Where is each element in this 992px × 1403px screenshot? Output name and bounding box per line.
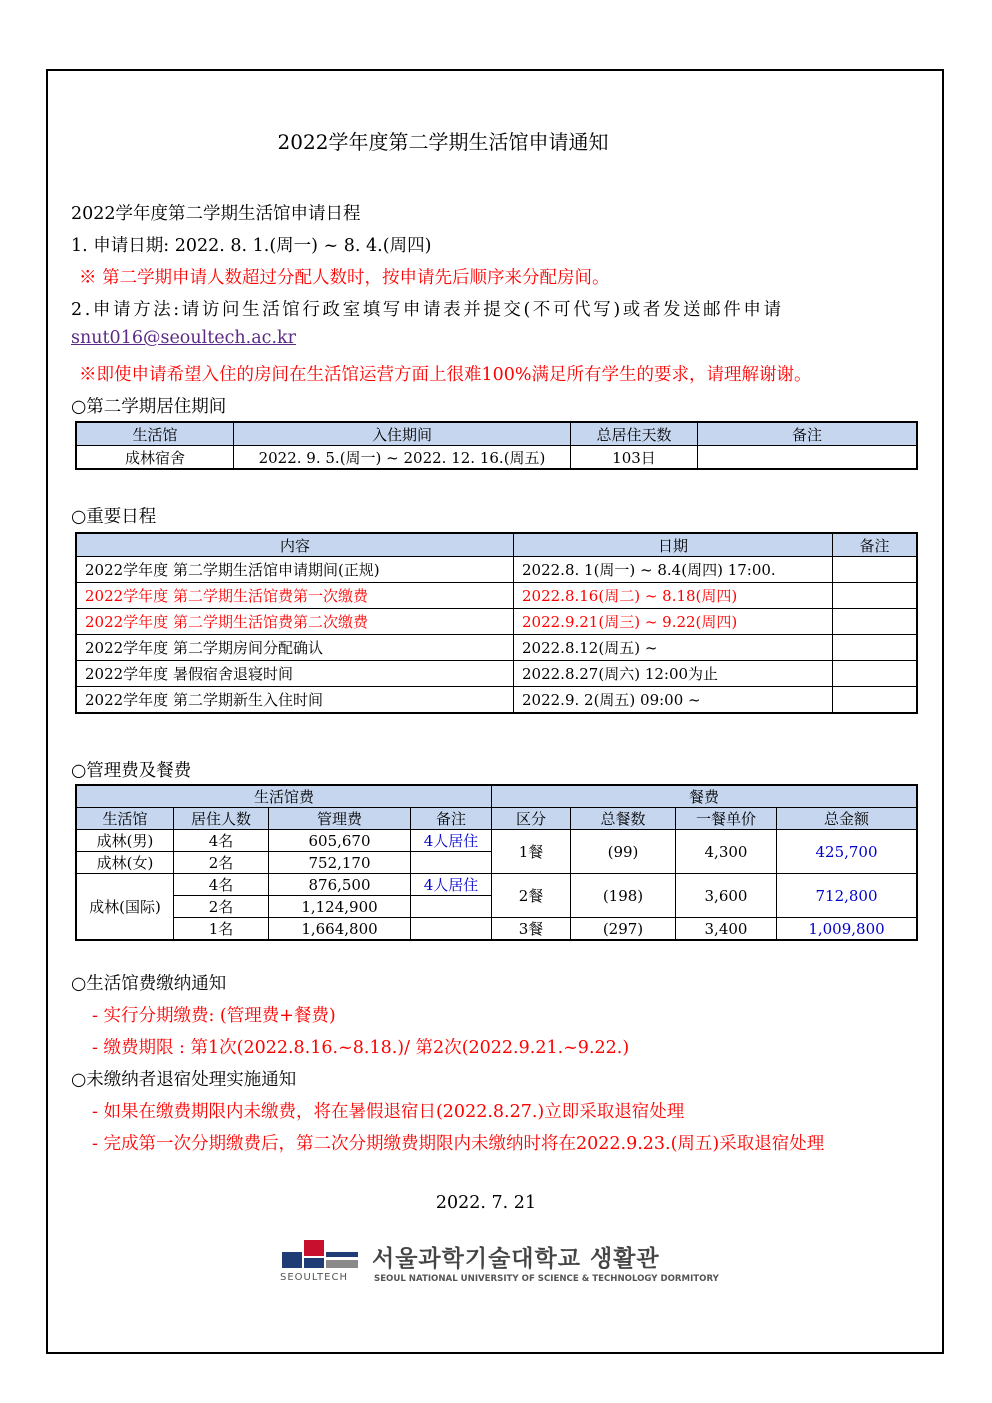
col-period: 入住期间 bbox=[234, 422, 571, 446]
cell-period: 2022. 9. 5.(周一) ~ 2022. 12. 16.(周五) bbox=[234, 446, 571, 470]
col-days: 总居住天数 bbox=[571, 422, 698, 446]
eviction-line: - 如果在缴费期限内未缴费，将在暑假退宿日(2022.8.27.)立即采取退宿处理 bbox=[92, 1102, 685, 1122]
cell-content: 2022学年度 第二学期生活馆费第一次缴费 bbox=[76, 583, 514, 609]
cell-meal-unit: 3,400 bbox=[676, 918, 777, 941]
fee-table bbox=[75, 784, 918, 941]
cell-date: 2022.8.27(周六) 12:00为止 bbox=[514, 661, 833, 687]
schedule-row bbox=[76, 557, 917, 583]
cell-meal-kind: 2餐 bbox=[492, 874, 571, 918]
cell-content: 2022学年度 第二学期房间分配确认 bbox=[76, 635, 514, 661]
important-schedule-table bbox=[75, 532, 918, 714]
col-hall: 生活馆 bbox=[76, 808, 174, 830]
col-date: 日期 bbox=[514, 533, 833, 557]
col-people: 居住人数 bbox=[174, 808, 269, 830]
residence-table bbox=[75, 421, 918, 470]
cell-dorm-note bbox=[411, 918, 492, 941]
schedule-row bbox=[76, 635, 917, 661]
cell-people: 4名 bbox=[174, 874, 269, 896]
cell-remark bbox=[833, 557, 918, 583]
fee-row bbox=[76, 830, 917, 852]
cell-remark bbox=[833, 583, 918, 609]
schedule-row bbox=[76, 687, 917, 714]
schedule-row bbox=[76, 661, 917, 687]
eviction-heading: ○未缴纳者退宿处理实施通知 bbox=[71, 1070, 297, 1090]
fee-heading: ○管理费及餐费 bbox=[71, 761, 192, 781]
col-hall: 生活馆 bbox=[76, 422, 234, 446]
cell-fee: 752,170 bbox=[269, 852, 411, 874]
cell-remark bbox=[833, 661, 918, 687]
cell-meal-total: 712,800 bbox=[777, 874, 918, 918]
application-method-line: 2.申请方法:请访问生活馆行政室填写申请表并提交(不可代写)或者发送邮件申请 bbox=[71, 300, 784, 320]
col-meal-kind: 区分 bbox=[492, 808, 571, 830]
important-heading: ○重要日程 bbox=[71, 507, 157, 527]
cell-remark bbox=[833, 687, 918, 714]
cell-meal-kind: 1餐 bbox=[492, 830, 571, 874]
payment-line: - 缴费期限 : 第1次(2022.8.16.~8.18.)/ 第2次(2022.9.21.~9.22.) bbox=[92, 1038, 630, 1058]
application-date-line: 1. 申请日期: 2022. 8. 1.(周一) ~ 8. 4.(周四) bbox=[71, 236, 432, 256]
cell-hall: 成林(女) bbox=[76, 852, 174, 874]
cell-hall: 成林(男) bbox=[76, 830, 174, 852]
cell-meal-count: (297) bbox=[571, 918, 676, 941]
col-meal-count: 总餐数 bbox=[571, 808, 676, 830]
residence-heading: ○第二学期居住期间 bbox=[71, 397, 227, 417]
room-request-note: ※即使申请希望入住的房间在生活馆运营方面上很难100%满足所有学生的要求，请理解谢谢。 bbox=[79, 365, 812, 385]
cell-dorm-note bbox=[411, 896, 492, 918]
cell-fee: 1,124,900 bbox=[269, 896, 411, 918]
cell-people: 4名 bbox=[174, 830, 269, 852]
cell-fee: 876,500 bbox=[269, 874, 411, 896]
eviction-line: - 完成第一次分期缴费后，第二次分期缴费期限内未缴纳时将在2022.9.23.(周五)采取退宿处理 bbox=[92, 1134, 825, 1154]
cell-date: 2022.8.12(周五) ~ bbox=[514, 635, 833, 661]
allocation-note: ※ 第二学期申请人数超过分配人数时，按申请先后顺序来分配房间。 bbox=[79, 268, 610, 288]
cell-hall: 成林(国际) bbox=[76, 874, 174, 941]
logo-korean-name: 서울과학기술대학교 생활관 bbox=[372, 1246, 660, 1272]
cell-meal-unit: 3,600 bbox=[676, 874, 777, 918]
cell-date: 2022.8.16(周二) ~ 8.18(周四) bbox=[514, 583, 833, 609]
page-title: 2022学年度第二学期生活馆申请通知 bbox=[277, 130, 609, 154]
cell-content: 2022学年度 第二学期新生入住时间 bbox=[76, 687, 514, 714]
cell-dorm-note: 4人居住 bbox=[411, 874, 492, 896]
payment-line: - 实行分期缴费: (管理费+餐费) bbox=[92, 1006, 336, 1026]
col-meal-unit: 一餐单价 bbox=[676, 808, 777, 830]
cell-meal-total: 425,700 bbox=[777, 830, 918, 874]
payment-heading: ○生活馆费缴纳通知 bbox=[71, 974, 227, 994]
col-note: 备注 bbox=[698, 422, 918, 446]
cell-hall: 成林宿舍 bbox=[76, 446, 234, 470]
cell-remark bbox=[833, 609, 918, 635]
cell-people: 2名 bbox=[174, 852, 269, 874]
cell-meal-count: (198) bbox=[571, 874, 676, 918]
logo-mark-text: SEOULTECH bbox=[280, 1272, 348, 1283]
cell-meal-kind: 3餐 bbox=[492, 918, 571, 941]
cell-meal-total: 1,009,800 bbox=[777, 918, 918, 941]
col-content: 内容 bbox=[76, 533, 514, 557]
cell-people: 1名 bbox=[174, 918, 269, 941]
cell-dorm-note: 4人居住 bbox=[411, 830, 492, 852]
cell-meal-count: (99) bbox=[571, 830, 676, 874]
cell-content: 2022学年度 暑假宿舍退寝时间 bbox=[76, 661, 514, 687]
cell-dorm-note bbox=[411, 852, 492, 874]
cell-days: 103日 bbox=[571, 446, 698, 470]
group-meal-fee: 餐费 bbox=[492, 785, 918, 808]
cell-note bbox=[698, 446, 918, 470]
cell-content: 2022学年度 第二学期生活馆申请期间(正规) bbox=[76, 557, 514, 583]
logo-english-name: SEOUL NATIONAL UNIVERSITY OF SCIENCE & TECHNOLOGY DORMITORY bbox=[374, 1274, 719, 1284]
cell-fee: 605,670 bbox=[269, 830, 411, 852]
schedule-heading: 2022学年度第二学期生活馆申请日程 bbox=[71, 204, 361, 224]
cell-people: 2名 bbox=[174, 896, 269, 918]
cell-fee: 1,664,800 bbox=[269, 918, 411, 941]
col-fee: 管理费 bbox=[269, 808, 411, 830]
cell-content: 2022学年度 第二学期生活馆费第二次缴费 bbox=[76, 609, 514, 635]
notice-date: 2022. 7. 21 bbox=[435, 1193, 537, 1213]
col-remark: 备注 bbox=[833, 533, 918, 557]
university-logo bbox=[280, 1238, 720, 1294]
cell-date: 2022.8. 1(周一) ~ 8.4(周四) 17:00. bbox=[514, 557, 833, 583]
col-meal-total: 总金额 bbox=[777, 808, 918, 830]
schedule-row bbox=[76, 609, 917, 635]
cell-meal-unit: 4,300 bbox=[676, 830, 777, 874]
cell-remark bbox=[833, 635, 918, 661]
fee-row bbox=[76, 874, 917, 896]
fee-row bbox=[76, 918, 917, 941]
schedule-row bbox=[76, 583, 917, 609]
cell-date: 2022.9.21(周三) ~ 9.22(周四) bbox=[514, 609, 833, 635]
cell-date: 2022.9. 2(周五) 09:00 ~ bbox=[514, 687, 833, 714]
group-dorm-fee: 生活馆费 bbox=[76, 785, 492, 808]
email-link[interactable]: snut016@seoultech.ac.kr bbox=[71, 328, 296, 348]
col-dorm-note: 备注 bbox=[411, 808, 492, 830]
